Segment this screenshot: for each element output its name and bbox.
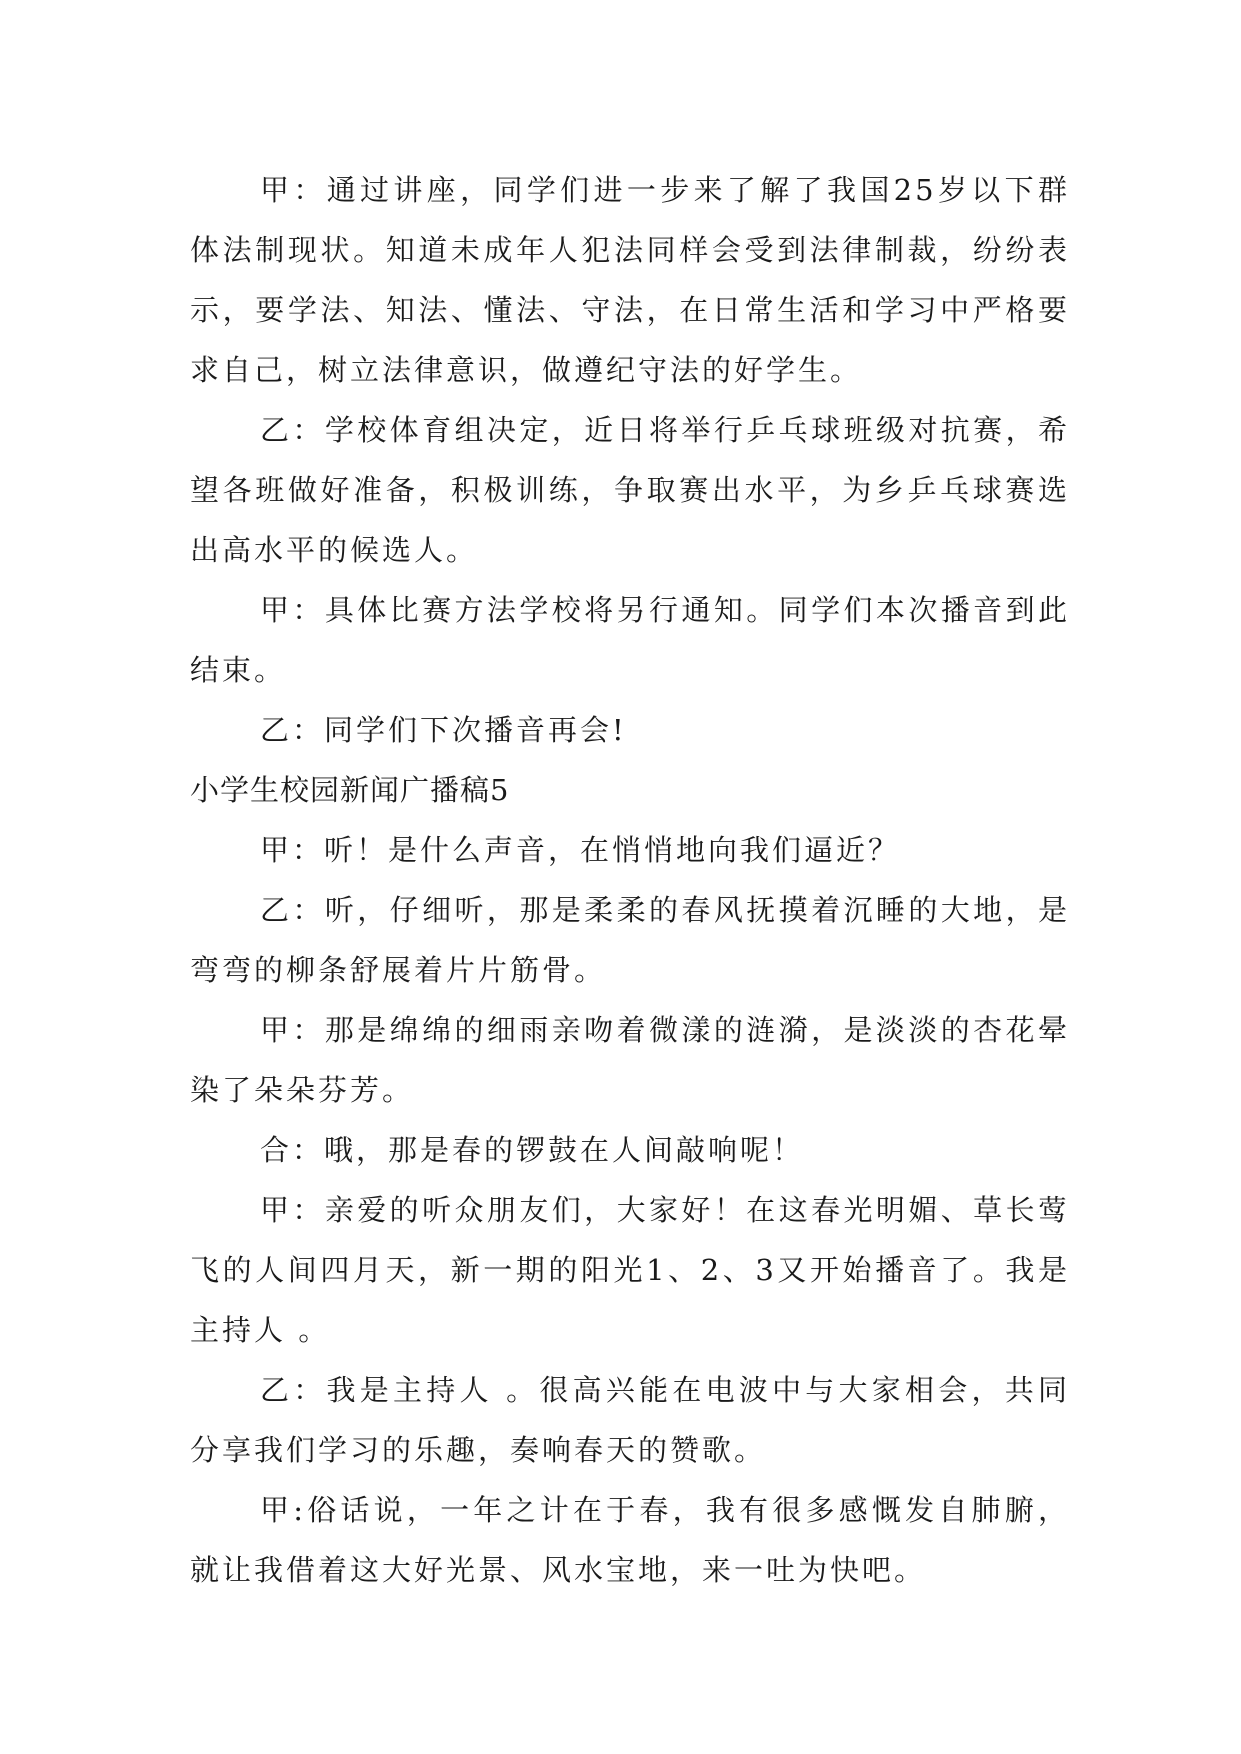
paragraph-listen: 甲：听！是什么声音，在悄悄地向我们逼近？: [260, 833, 901, 867]
paragraph-together: 合：哦，那是春的锣鼓在人间敲响呢！: [260, 1133, 805, 1167]
section-title: 小学生校园新闻广播稿5: [190, 773, 510, 807]
document-body: [190, 160, 1070, 1600]
paragraph-drizzle: 甲：那是绵绵的细雨亲吻着微漾的涟漪，是淡淡的杏花晕染了朵朵芬芳。: [190, 1013, 1070, 1107]
paragraph-host-intro: 乙：我是主持人 。很高兴能在电波中与大家相会，共同分享我们学习的乐趣，奏响春天的赞歌。: [190, 1373, 1070, 1467]
paragraph-broadcast-end: 甲：具体比赛方法学校将另行通知。同学们本次播音到此结束。: [190, 593, 1070, 687]
paragraph-farewell: 乙：同学们下次播音再会!: [260, 713, 627, 747]
paragraph-pingpong-announcement: 乙：学校体育组决定，近日将举行乒乓球班级对抗赛，希望各班做好准备，积极训练，争取赛出水平，为乡乒乓球赛选出高水平的候选人。: [190, 413, 1070, 567]
paragraph-spring-wind: 乙：听，仔细听，那是柔柔的春风抚摸着沉睡的大地，是弯弯的柳条舒展着片片筋骨。: [190, 893, 1070, 987]
paragraph-lecture-summary: 甲：通过讲座，同学们进一步来了解了我国25岁以下群体法制现状。知道未成年人犯法同样会受到法律制裁，纷纷表示，要学法、知法、懂法、守法，在日常生活和学习中严格要求自己，树立法律意识，做遵纪守法的好学生。: [190, 173, 1070, 387]
paragraph-greeting: 甲：亲爱的听众朋友们，大家好！在这春光明媚、草长莺飞的人间四月天，新一期的阳光1、2、3又开始播音了。我是主持人 。: [190, 1193, 1070, 1347]
paragraph-proverb: 甲:俗话说，一年之计在于春，我有很多感慨发自肺腑，就让我借着这大好光景、风水宝地，来一吐为快吧。: [190, 1493, 1070, 1587]
